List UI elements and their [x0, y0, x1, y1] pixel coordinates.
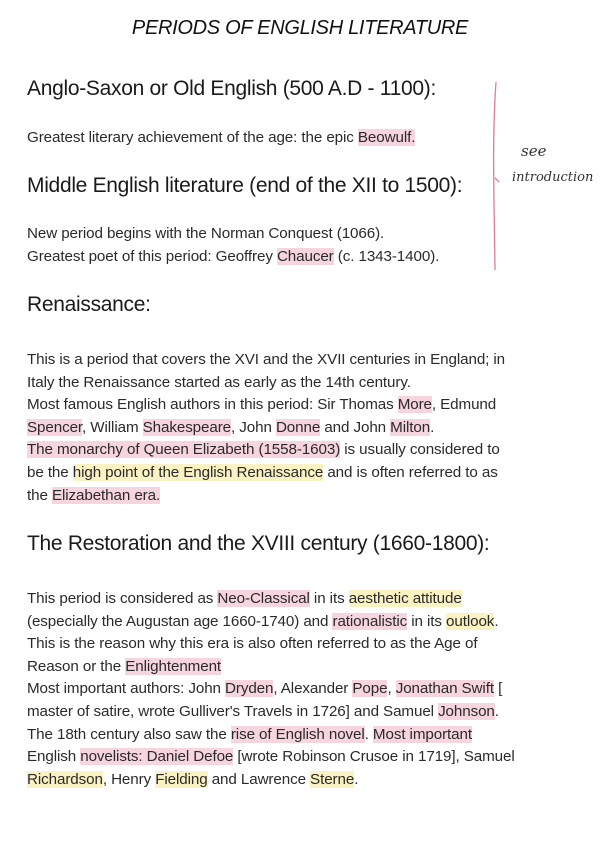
text-line	[27, 724, 567, 747]
text-line	[27, 349, 567, 372]
section-heading-middle-english: Middle English literature (end of the XII to 1500):	[27, 174, 463, 197]
text-segment: , John	[231, 418, 276, 436]
highlight-yellow: Sterne	[310, 770, 355, 788]
text-segment: Greatest literary achievement of the age: the epic	[27, 129, 358, 146]
text-segment: be the	[27, 463, 73, 481]
text-segment: (c. 1343-1400).	[333, 247, 440, 265]
text-segment: and John	[320, 418, 391, 436]
text-line	[27, 611, 567, 634]
text-segment: .	[494, 702, 499, 720]
text-segment: Reason or the	[27, 657, 126, 675]
highlight-yellow: Richardson	[27, 770, 103, 788]
text-segment: Italy the Renaissance started as early as the 14th century.	[27, 373, 411, 391]
text-segment: is usually considered to	[340, 441, 500, 459]
highlight-pink: Elizabethan era.	[51, 486, 161, 504]
highlight-yellow: aesthetic attitude	[348, 590, 462, 607]
highlight-pink: Johnson	[438, 702, 495, 720]
highlight-yellow: outlook	[446, 612, 495, 630]
text-segment: .	[494, 612, 499, 630]
text-segment: Most important authors: John	[27, 680, 226, 698]
highlight-pink: Dryden	[225, 680, 274, 698]
text-segment: , William	[82, 418, 143, 436]
text-line	[27, 746, 567, 769]
text-line	[27, 633, 567, 656]
highlight-pink: Pope	[352, 680, 388, 698]
highlight-pink: (1558-1603)	[258, 441, 341, 459]
text-segment: ,	[387, 680, 396, 698]
section-body-restoration	[27, 588, 567, 791]
text-segment: This period is considered as	[27, 590, 218, 607]
text-segment: Most famous English authors in this period: Sir Thomas	[27, 396, 398, 414]
text-segment: and Lawrence	[207, 770, 311, 788]
section-heading-renaissance: Renaissance:	[27, 293, 151, 316]
section-heading-old-english: Anglo-Saxon or Old English (500 A.D - 1100):	[27, 77, 436, 100]
text-line	[27, 678, 567, 701]
text-segment: in its	[407, 612, 447, 630]
margin-bracket-icon	[480, 80, 500, 275]
text-segment: .	[354, 770, 359, 788]
highlight-pink: Most important	[372, 725, 472, 743]
section-heading-restoration: The Restoration and the XVIII century (1660-1800):	[27, 532, 490, 555]
text-segment: The 18th century also saw the	[27, 725, 231, 743]
highlight-pink: More	[397, 396, 432, 414]
highlight-pink: Enlightenment	[125, 657, 222, 675]
text-segment: This is the reason why this era is also often referred to as the Age of	[27, 635, 478, 653]
text-line	[27, 394, 567, 417]
text-segment: , Henry	[102, 770, 156, 788]
text-segment: (especially the Augustan age 1660-1740) and	[27, 612, 333, 630]
text-line	[27, 372, 567, 395]
highlight-pink: rationalistic	[332, 612, 408, 630]
text-segment: master of satire, wrote Gulliver's Travels in 1726] and Samuel	[27, 702, 439, 720]
highlight-pink: novelists: Daniel Defoe	[80, 748, 234, 766]
text-line	[27, 485, 567, 508]
text-line	[27, 588, 567, 611]
text-segment: This is a period that covers the XVI and the XVII centuries in England; in	[27, 351, 506, 368]
highlight-pink: Shakespeare	[142, 418, 232, 436]
highlight-pink: Spencer	[27, 418, 83, 436]
text-segment: English	[27, 748, 81, 766]
text-segment: [	[493, 680, 503, 698]
text-segment: in its	[309, 590, 349, 607]
highlight-pink: Chaucer	[276, 247, 334, 265]
highlight-yellow: high point of the English Renaissance	[72, 463, 324, 481]
text-segment: [wrote Robinson Crusoe in 1719], Samuel	[233, 748, 515, 766]
text-line	[27, 417, 567, 440]
text-line	[27, 439, 567, 462]
text-line	[27, 701, 567, 724]
text-segment: , Alexander	[273, 680, 353, 698]
page-title: PERIODS OF ENGLISH LITERATURE	[131, 17, 469, 39]
highlight-pink: Neo-Classical	[217, 590, 310, 607]
highlight-pink: Jonathan Swift	[395, 680, 494, 698]
text-segment: , Edmund	[431, 396, 497, 414]
highlight-yellow: Fielding	[155, 770, 208, 788]
highlight-pink: Beowulf.	[357, 129, 416, 146]
section-body-renaissance	[27, 349, 567, 507]
text-line	[27, 769, 567, 792]
text-segment: New period begins with the Norman Conquest (1066).	[27, 225, 385, 242]
text-line	[27, 462, 567, 485]
margin-note-see: see	[521, 142, 547, 160]
highlight-pink: Donne	[275, 418, 321, 436]
margin-note-introduction: introduction	[512, 170, 594, 185]
highlight-pink: The monarchy of Queen Elizabeth	[27, 441, 259, 459]
highlight-pink: rise of English novel	[230, 725, 365, 743]
text-segment: the	[27, 486, 52, 504]
highlight-pink: Milton	[390, 418, 431, 436]
text-segment: .	[364, 725, 373, 743]
text-segment: Greatest poet of this period: Geoffrey	[27, 247, 277, 265]
text-segment: .	[430, 418, 435, 436]
text-segment: and is often referred to as	[323, 463, 498, 481]
text-line	[27, 656, 567, 679]
